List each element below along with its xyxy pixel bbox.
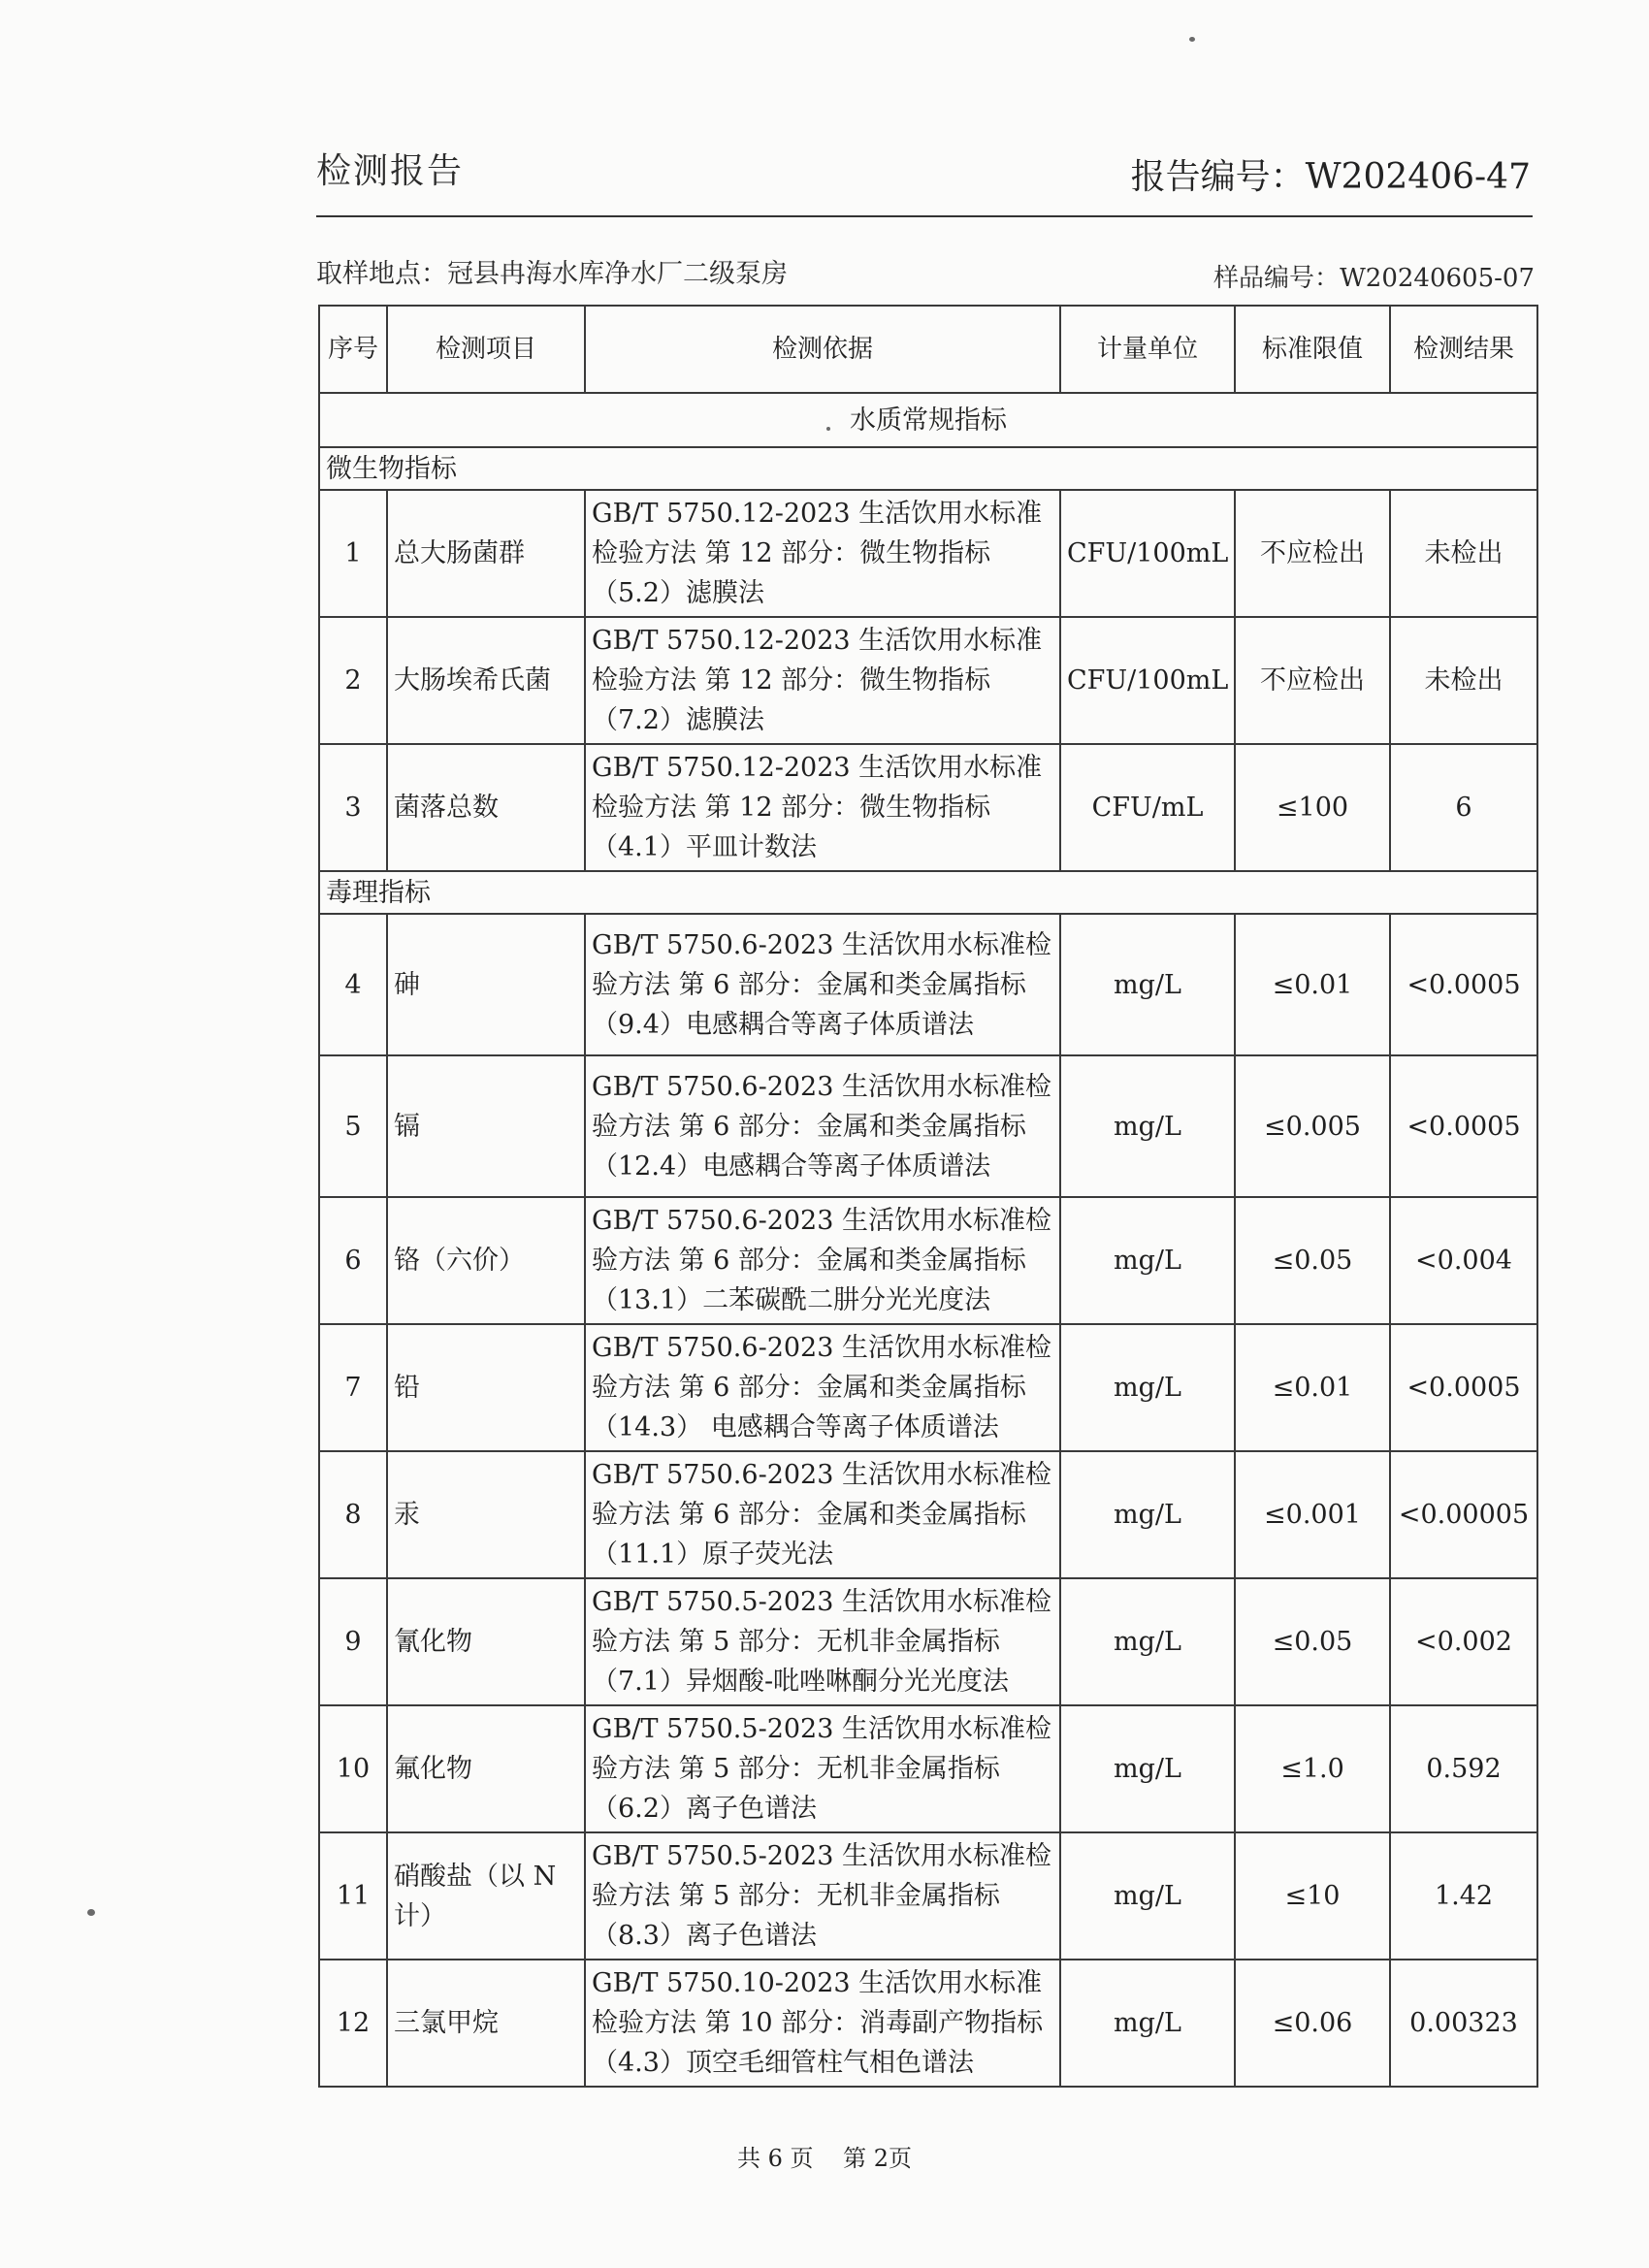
unit: mg/L [1060, 1578, 1235, 1705]
document-title: 检测报告 [316, 151, 465, 191]
standard-limit: ≤0.05 [1235, 1197, 1390, 1324]
row-number: 5 [319, 1055, 387, 1197]
table-header-row [319, 306, 1537, 393]
test-method: GB/T 5750.5-2023 生活饮用水标准检验方法 第 5 部分：无机非金属指标（6.2）离子色谱法 [585, 1705, 1060, 1832]
test-method: GB/T 5750.6-2023 生活饮用水标准检验方法 第 6 部分：金属和类金属指标（14.3） 电感耦合等离子体质谱法 [585, 1324, 1060, 1451]
test-item: 菌落总数 [387, 744, 585, 871]
standard-limit: ≤0.01 [1235, 914, 1390, 1055]
unit: mg/L [1060, 1324, 1235, 1451]
test-method: GB/T 5750.5-2023 生活饮用水标准检验方法 第 5 部分：无机非金属指标（8.3）离子色谱法 [585, 1832, 1060, 1960]
group-row [319, 447, 1537, 490]
unit: mg/L [1060, 1705, 1235, 1832]
standard-limit: ≤10 [1235, 1832, 1390, 1960]
standard-limit: ≤100 [1235, 744, 1390, 871]
row-number: 1 [319, 490, 387, 617]
report-number [1131, 149, 1531, 199]
unit: mg/L [1060, 1832, 1235, 1960]
test-result: 6 [1390, 744, 1537, 871]
test-result: 0.00323 [1390, 1960, 1537, 2087]
row-number: 11 [319, 1832, 387, 1960]
column-header-method: 检测依据 [585, 306, 1060, 393]
unit: mg/L [1060, 1055, 1235, 1197]
standard-limit: ≤0.01 [1235, 1324, 1390, 1451]
test-item: 汞 [387, 1451, 585, 1578]
sampling-location-value: 冠县冉海水库净水厂二级泵房 [447, 259, 788, 289]
row-number: 3 [319, 744, 387, 871]
test-method: GB/T 5750.5-2023 生活饮用水标准检验方法 第 5 部分：无机非金属指标（7.1）异烟酸-吡唑啉酮分光光度法 [585, 1578, 1060, 1705]
report-number-value: W202406-47 [1305, 157, 1531, 197]
row-number: 10 [319, 1705, 387, 1832]
scan-speck [826, 427, 830, 431]
column-header-limit: 标准限值 [1235, 306, 1390, 393]
test-result: <0.0005 [1390, 914, 1537, 1055]
row-number: 8 [319, 1451, 387, 1578]
test-method: GB/T 5750.12-2023 生活饮用水标准检验方法 第 12 部分：微生物指标（5.2）滤膜法 [585, 490, 1060, 617]
table-row [319, 1960, 1537, 2087]
test-item: 镉 [387, 1055, 585, 1197]
table-row [319, 744, 1537, 871]
table-row [319, 617, 1537, 744]
standard-limit: 不应检出 [1235, 490, 1390, 617]
table-row [319, 1324, 1537, 1451]
test-item: 氟化物 [387, 1705, 585, 1832]
test-result: 1.42 [1390, 1832, 1537, 1960]
sample-number-value: W20240605-07 [1340, 264, 1535, 293]
test-item: 铅 [387, 1324, 585, 1451]
group-row [319, 871, 1537, 914]
standard-limit: ≤0.005 [1235, 1055, 1390, 1197]
column-header-unit: 计量单位 [1060, 306, 1235, 393]
test-item: 总大肠菌群 [387, 490, 585, 617]
row-number: 9 [319, 1578, 387, 1705]
test-item: 氰化物 [387, 1578, 585, 1705]
section-row [319, 393, 1537, 447]
group-title: 毒理指标 [319, 871, 1537, 914]
test-method: GB/T 5750.6-2023 生活饮用水标准检验方法 第 6 部分：金属和类金属指标（12.4）电感耦合等离子体质谱法 [585, 1055, 1060, 1197]
unit: CFU/100mL [1060, 617, 1235, 744]
column-header-item: 检测项目 [387, 306, 585, 393]
table-row [319, 914, 1537, 1055]
table-row [319, 1832, 1537, 1960]
unit: CFU/100mL [1060, 490, 1235, 617]
group-title: 微生物指标 [319, 447, 1537, 490]
report-number-label: 报告编号： [1130, 157, 1306, 197]
test-method: GB/T 5750.10-2023 生活饮用水标准检验方法 第 10 部分：消毒副产物指标（4.3）顶空毛细管柱气相色谱法 [585, 1960, 1060, 2087]
row-number: 2 [319, 617, 387, 744]
test-item: 砷 [387, 914, 585, 1055]
table-row [319, 490, 1537, 617]
test-result: 0.592 [1390, 1705, 1537, 1832]
current-page: 第 2页 [843, 2145, 912, 2172]
page-footer [0, 2139, 1649, 2173]
column-header-no: 序号 [319, 306, 387, 393]
standard-limit: ≤0.05 [1235, 1578, 1390, 1705]
unit: CFU/mL [1060, 744, 1235, 871]
test-item: 铬（六价） [387, 1197, 585, 1324]
standard-limit: 不应检出 [1235, 617, 1390, 744]
table-row [319, 1451, 1537, 1578]
scan-speck [87, 1909, 95, 1916]
test-method: GB/T 5750.6-2023 生活饮用水标准检验方法 第 6 部分：金属和类金属指标（11.1）原子荧光法 [585, 1451, 1060, 1578]
test-result: <0.004 [1390, 1197, 1537, 1324]
row-number: 6 [319, 1197, 387, 1324]
test-result: 未检出 [1390, 617, 1537, 744]
total-pages: 共 6 页 [737, 2145, 814, 2172]
sampling-location [316, 252, 788, 290]
sample-number-label: 样品编号： [1213, 264, 1341, 293]
test-method: GB/T 5750.6-2023 生活饮用水标准检验方法 第 6 部分：金属和类金属指标（13.1）二苯碳酰二肼分光光度法 [585, 1197, 1060, 1324]
section-title: 水质常规指标 [319, 393, 1537, 447]
test-result: <0.00005 [1390, 1451, 1537, 1578]
unit: mg/L [1060, 1451, 1235, 1578]
test-result: <0.0005 [1390, 1324, 1537, 1451]
test-method: GB/T 5750.12-2023 生活饮用水标准检验方法 第 12 部分：微生物指标（4.1）平皿计数法 [585, 744, 1060, 871]
test-method: GB/T 5750.12-2023 生活饮用水标准检验方法 第 12 部分：微生物指标（7.2）滤膜法 [585, 617, 1060, 744]
standard-limit: ≤1.0 [1235, 1705, 1390, 1832]
report-header [316, 136, 1533, 217]
table-row [319, 1055, 1537, 1197]
test-item: 硝酸盐（以 N 计） [387, 1832, 585, 1960]
table-row [319, 1197, 1537, 1324]
test-result: <0.0005 [1390, 1055, 1537, 1197]
test-item: 三氯甲烷 [387, 1960, 585, 2087]
test-result: 未检出 [1390, 490, 1537, 617]
row-number: 4 [319, 914, 387, 1055]
sample-number [1213, 258, 1535, 294]
table-row [319, 1705, 1537, 1832]
table-row [319, 1578, 1537, 1705]
test-results-table [318, 305, 1538, 2088]
row-number: 7 [319, 1324, 387, 1451]
sampling-location-label: 取样地点： [316, 259, 447, 289]
column-header-result: 检测结果 [1390, 306, 1537, 393]
standard-limit: ≤0.06 [1235, 1960, 1390, 2087]
unit: mg/L [1060, 914, 1235, 1055]
standard-limit: ≤0.001 [1235, 1451, 1390, 1578]
test-method: GB/T 5750.6-2023 生活饮用水标准检验方法 第 6 部分：金属和类金属指标（9.4）电感耦合等离子体质谱法 [585, 914, 1060, 1055]
row-number: 12 [319, 1960, 387, 2087]
test-item: 大肠埃希氏菌 [387, 617, 585, 744]
unit: mg/L [1060, 1197, 1235, 1324]
unit: mg/L [1060, 1960, 1235, 2087]
test-result: <0.002 [1390, 1578, 1537, 1705]
scan-speck [1189, 37, 1195, 42]
